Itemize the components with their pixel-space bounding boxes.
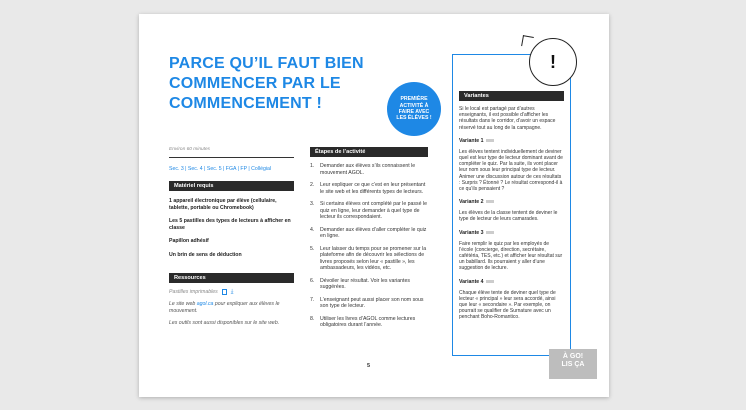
first-activity-badge	[387, 82, 441, 136]
step-item: 6. Dévoiler leur résultat. Voir les variantes suggérées.	[310, 277, 410, 290]
variant-text: Chaque élève tente de deviner quel type de lecteur « principal » leur sera accordé, ainsi que leur « secondaire ». Par exemple, on pourrait se qualifier de Surnature avec un penchant Boho-Romantico.	[459, 289, 556, 321]
printable-stickers-label: Pastilles imprimables	[169, 288, 218, 295]
variant-tag-icon	[486, 200, 494, 203]
steps-header: Étapes de l’activité	[310, 147, 428, 157]
step-item: 7. L’enseignant peut aussi placer son nom sous son type de lecteur.	[310, 296, 424, 309]
duration: Environ 60 minutes	[169, 147, 211, 152]
step-item: 3. Si certains élèves ont complété par le passé le quiz en ligne, leur demander à quel type de lecteur ils correspondaient.	[310, 201, 427, 220]
school-levels: Sec. 3 | Sec. 4 | Sec. 5 | FGA | FP | Collégial	[169, 166, 272, 172]
variants-sidebar	[452, 54, 571, 356]
variant-title: Variante 2	[459, 199, 564, 205]
divider	[169, 157, 294, 158]
variant-tag-icon	[486, 139, 494, 142]
resources-section	[169, 289, 294, 327]
resources-header: Ressources	[169, 273, 294, 283]
variant-text: Faire remplir le quiz par les employés de l’école (concierge, direction, secrétaire, cafétéria, TES, etc.) et afficher leur résultat sur un babillard. Ils pourraient y aller d’une suggestion de lecture.	[459, 240, 563, 272]
material-item: Les 5 pastilles des types de lecteurs à afficher en classe	[169, 218, 291, 231]
left-column	[169, 147, 294, 327]
agol-logo: À GO! LIS ÇA	[549, 349, 597, 379]
speech-bubble-tail	[521, 35, 534, 48]
exclamation-bubble-icon: !	[529, 38, 577, 86]
variant-tag-icon	[486, 280, 494, 283]
title-line: COMMENCEMENT !	[169, 95, 323, 112]
step-item: 8. Utiliser les livres d’AGOL comme lectures obligatoires durant l’année.	[310, 315, 416, 328]
steps-list	[310, 163, 428, 329]
variant-title: Variante 3	[459, 230, 564, 236]
document-icon[interactable]	[222, 289, 227, 295]
materials-list	[169, 198, 294, 259]
resources-description: Le site web agol.ca pour expliquer aux élèves le mouvement.	[169, 301, 280, 314]
step-item: 4. Demander aux élèves d’aller compléter le quiz en ligne.	[310, 226, 427, 239]
page-title	[169, 54, 384, 114]
document-page	[139, 14, 609, 397]
title-line: PARCE QU’IL FAUT BIEN	[169, 55, 364, 72]
step-item: 1. Demander aux élèves s’ils connaissent le mouvement AGOL.	[310, 163, 416, 176]
step-item: 5. Leur laisser du temps pour se promener sur la plateforme afin de découvrir les sélections de livres proposés selon leur « pastille », les ambassadeurs, les vidéos, etc.	[310, 245, 427, 271]
page-number: 5	[367, 363, 371, 369]
variant-title: Variante 4	[459, 279, 564, 285]
variants-header: Variantes	[459, 91, 564, 101]
variants-intro: Si le local est partagé par d’autres enseignants, il est possible d’afficher les résultats dans le corridor, d’avoir un espace réservé tout au long de la campagne.	[459, 106, 556, 131]
step-item: 2. Leur expliquer ce que c’est en leur présentant le site web et les différents types de lecteurs.	[310, 182, 426, 195]
material-item: Un brin de sens de déduction	[169, 251, 242, 258]
steps-column	[310, 147, 428, 329]
resources-note: Les outils sont aussi disponibles sur le site web.	[169, 320, 280, 327]
materials-header: Matériel requis	[169, 181, 294, 191]
agol-link[interactable]: agol.ca	[196, 301, 214, 308]
material-item: Papillon adhésif	[169, 238, 209, 245]
variant-tag-icon	[486, 231, 494, 234]
variant-text: Les élèves de la classe tentent de deviner le type de lecteur de leurs camarades.	[459, 210, 558, 223]
material-item: 1 appareil électronique par élève (cellulaire, tablette, portable ou Chromebook)	[169, 198, 277, 211]
variant-text: Les élèves tentent individuellement de deviner quel est leur type de lecteur dominant avant de compléter le quiz. Par la suite, ils vont placer leur nom sous leur principal type de lecteur. Animer une discussion autour de ces résultats : Surpris ? Étonné ? Le résultat correspond-il à ce qu’ils pensaient ?	[459, 148, 563, 193]
download-icon[interactable]: ⤓	[230, 288, 234, 295]
variant-title: Variante 1	[459, 138, 564, 144]
title-line: COMMENCER PAR LE	[169, 75, 341, 92]
badge-text: PREMIÈRE ACTIVITÉ À FAIRE AVEC LES ÉLÈVES !	[396, 96, 432, 122]
